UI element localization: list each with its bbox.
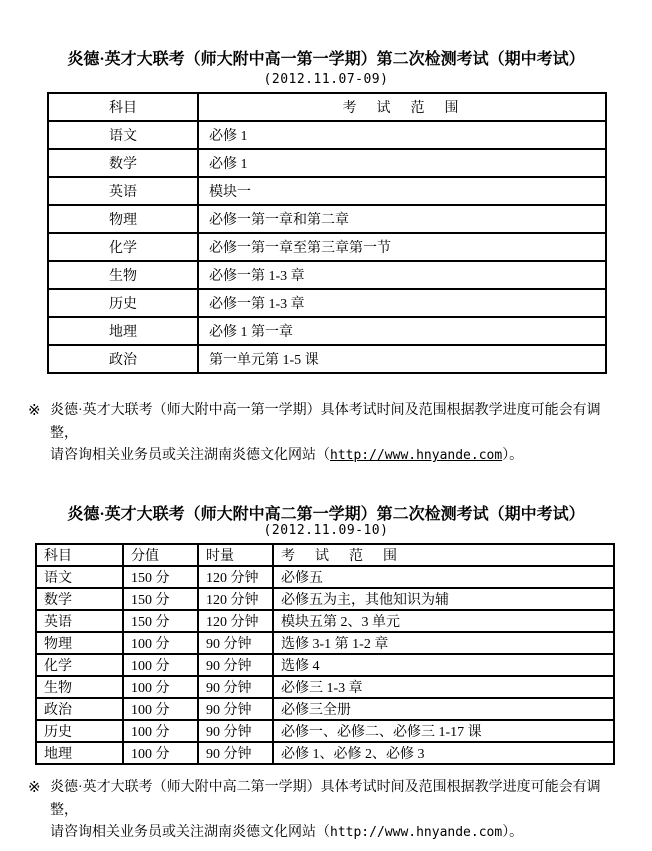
- table-row: [36, 588, 614, 610]
- duration-cell: 90 分钟: [198, 698, 273, 720]
- website-url-text: http://www.hnyande.com: [330, 825, 503, 840]
- note-text: [50, 777, 628, 845]
- subject-cell: 政治: [48, 345, 198, 373]
- score-cell: 100 分: [123, 720, 198, 742]
- duration-cell: 120 分钟: [198, 588, 273, 610]
- table-row: [36, 654, 614, 676]
- table-row: [48, 317, 606, 345]
- score-cell: 150 分: [123, 610, 198, 632]
- subject-cell: 数学: [48, 149, 198, 177]
- exam2-header-row: [36, 544, 614, 566]
- score-cell: 100 分: [123, 698, 198, 720]
- duration-cell: 90 分钟: [198, 742, 273, 764]
- scope-cell: 必修一第一章至第三章第一节: [198, 233, 606, 261]
- note-line-2: [50, 445, 628, 468]
- scope-cell: 必修三 1-3 章: [273, 676, 614, 698]
- subject-cell: 英语: [36, 610, 123, 632]
- exam1-header-scope: 考 试 范 围: [198, 93, 606, 121]
- note-marker: ※: [28, 780, 41, 796]
- exam2-date: (2012.11.09-10): [263, 523, 389, 538]
- scope-cell: 必修 1: [198, 149, 606, 177]
- subject-cell: 语文: [48, 121, 198, 149]
- exam2-header-duration: 时量: [198, 544, 273, 566]
- scope-cell: 模块一: [198, 177, 606, 205]
- note-line-2: [50, 822, 628, 845]
- exam1-title: 炎德·英才大联考（师大附中高一第一学期）第二次检测考试（期中考试）: [67, 51, 585, 68]
- scope-cell: 必修一第 1-3 章: [198, 289, 606, 317]
- duration-cell: 120 分钟: [198, 610, 273, 632]
- exam2-table: [35, 543, 615, 765]
- subject-cell: 地理: [48, 317, 198, 345]
- subject-cell: 政治: [36, 698, 123, 720]
- exam2-header-subject: 科目: [36, 544, 123, 566]
- exam2-header-score: 分值: [123, 544, 198, 566]
- scope-cell: 必修 1 第一章: [198, 317, 606, 345]
- duration-cell: 120 分钟: [198, 566, 273, 588]
- duration-cell: 90 分钟: [198, 720, 273, 742]
- subject-cell: 物理: [36, 632, 123, 654]
- subject-cell: 物理: [48, 205, 198, 233]
- table-row: [48, 205, 606, 233]
- score-cell: 150 分: [123, 566, 198, 588]
- subject-cell: 化学: [36, 654, 123, 676]
- score-cell: 100 分: [123, 676, 198, 698]
- scope-cell: 必修五为主，其他知识为辅: [273, 588, 614, 610]
- table-row: [48, 149, 606, 177]
- table-row: [48, 121, 606, 149]
- duration-cell: 90 分钟: [198, 676, 273, 698]
- table-row: [36, 566, 614, 588]
- table-row: [48, 261, 606, 289]
- scope-cell: 必修五: [273, 566, 614, 588]
- table-row: [36, 676, 614, 698]
- exam2-note: [28, 777, 628, 845]
- note-text: [50, 400, 628, 468]
- scope-cell: 必修三全册: [273, 698, 614, 720]
- scope-cell: 模块五第 2、3 单元: [273, 610, 614, 632]
- duration-cell: 90 分钟: [198, 654, 273, 676]
- subject-cell: 地理: [36, 742, 123, 764]
- subject-cell: 化学: [48, 233, 198, 261]
- table-row: [48, 289, 606, 317]
- exam1-note: [28, 400, 628, 468]
- subject-cell: 语文: [36, 566, 123, 588]
- subject-cell: 生物: [36, 676, 123, 698]
- scope-cell: 必修 1: [198, 121, 606, 149]
- note-line-1: 炎德·英才大联考（师大附中高二第一学期）具体考试时间及范围根据教学进度可能会有调整，: [50, 780, 601, 818]
- note-line-2-before: 请咨询相关业务员或关注湖南炎德文化网站（: [50, 825, 330, 840]
- scope-cell: 第一单元第 1-5 课: [198, 345, 606, 373]
- table-row: [48, 345, 606, 373]
- score-cell: 100 分: [123, 632, 198, 654]
- table-row: [36, 742, 614, 764]
- exam1-header-row: [48, 93, 606, 121]
- exam1-table: [47, 92, 607, 374]
- scope-cell: 必修一第 1-3 章: [198, 261, 606, 289]
- exam1-date: (2012.11.07-09): [263, 72, 389, 87]
- scope-cell: 必修 1、必修 2、必修 3: [273, 742, 614, 764]
- subject-cell: 历史: [48, 289, 198, 317]
- website-link[interactable]: http://www.hnyande.com: [330, 448, 503, 463]
- duration-cell: 90 分钟: [198, 632, 273, 654]
- table-row: [48, 233, 606, 261]
- note-line-1: 炎德·英才大联考（师大附中高一第一学期）具体考试时间及范围根据教学进度可能会有调整，: [50, 403, 601, 441]
- subject-cell: 生物: [48, 261, 198, 289]
- exam2-title: 炎德·英才大联考（师大附中高二第一学期）第二次检测考试（期中考试）: [67, 506, 585, 523]
- scope-cell: 必修一第一章和第二章: [198, 205, 606, 233]
- exam1-header-subject: 科目: [48, 93, 198, 121]
- note-line-2-after: ）。: [502, 825, 524, 840]
- scope-cell: 选修 4: [273, 654, 614, 676]
- table-row: [36, 720, 614, 742]
- score-cell: 150 分: [123, 588, 198, 610]
- table-row: [36, 698, 614, 720]
- score-cell: 100 分: [123, 742, 198, 764]
- exam2-header-scope: 考 试 范 围: [273, 544, 614, 566]
- note-marker: ※: [28, 403, 41, 419]
- note-line-2-before: 请咨询相关业务员或关注湖南炎德文化网站（: [50, 448, 330, 463]
- scope-cell: 选修 3-1 第 1-2 章: [273, 632, 614, 654]
- subject-cell: 数学: [36, 588, 123, 610]
- subject-cell: 英语: [48, 177, 198, 205]
- note-line-2-after: ）。: [502, 448, 524, 463]
- scope-cell: 必修一、必修二、必修三 1-17 课: [273, 720, 614, 742]
- table-row: [48, 177, 606, 205]
- subject-cell: 历史: [36, 720, 123, 742]
- table-row: [36, 632, 614, 654]
- table-row: [36, 610, 614, 632]
- score-cell: 100 分: [123, 654, 198, 676]
